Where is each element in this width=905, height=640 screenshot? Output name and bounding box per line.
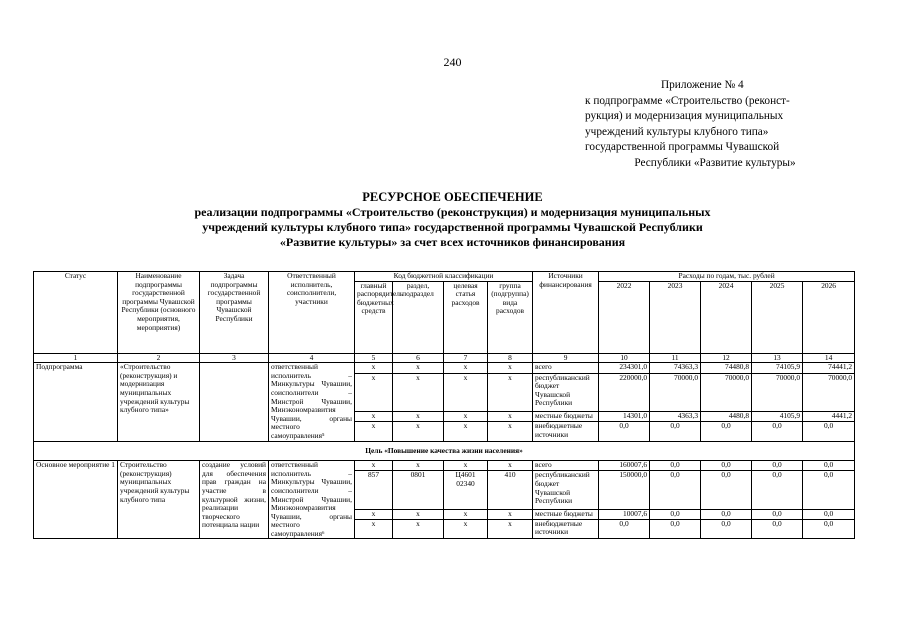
value-2024: 0,0: [701, 519, 752, 539]
code-group: 410: [488, 471, 533, 509]
header-year-2024: 2024: [701, 281, 752, 353]
code-target: x: [444, 411, 488, 421]
appendix-line-4: учреждений культуры клубного типа»: [585, 125, 769, 138]
code-target: x: [444, 461, 488, 471]
header-group: группа (подгруппа) вида расходов: [488, 281, 533, 353]
value-2023: 0,0: [650, 471, 701, 509]
code-manager: x: [355, 519, 393, 539]
block2-responsible: ответственный исполнитель – Минкультуры Чувашии, соисполнители – Минстрой Чувашии, Минэкономразвития Чувашии, органы местного самоуправления⁶: [269, 461, 355, 539]
document-title: [0, 190, 905, 250]
value-2025: 70000,0: [752, 373, 803, 411]
value-2024: 0,0: [701, 509, 752, 519]
table-row: [34, 461, 855, 471]
code-group: x: [488, 509, 533, 519]
value-2024: 0,0: [701, 421, 752, 441]
code-target: x: [444, 519, 488, 539]
value-2023: 4363,3: [650, 411, 701, 421]
header-manager: главный распорядитель бюджетных средств: [355, 281, 393, 353]
code-group: x: [488, 373, 533, 411]
header-target: целевая статья расходов: [444, 281, 488, 353]
col-number: 10: [599, 353, 650, 363]
header-responsible: Ответственный исполнитель, соисполнители, участники: [269, 272, 355, 354]
value-2026: 0,0: [803, 471, 855, 509]
code-target: x: [444, 509, 488, 519]
block2-status: Основное мероприятие 1: [34, 461, 118, 539]
code-group: x: [488, 363, 533, 373]
col-number: 11: [650, 353, 701, 363]
code-group: x: [488, 461, 533, 471]
code-section: x: [393, 373, 444, 411]
value-2026: 0,0: [803, 461, 855, 471]
header-sources: Источники финансирования: [533, 272, 599, 354]
code-section: x: [393, 421, 444, 441]
code-manager: x: [355, 373, 393, 411]
value-2024: 4480,8: [701, 411, 752, 421]
code-section: 0801: [393, 471, 444, 509]
code-manager: 857: [355, 471, 393, 509]
code-section: x: [393, 461, 444, 471]
value-2025: 0,0: [752, 509, 803, 519]
col-number: 2: [118, 353, 200, 363]
source-label: местные бюджеты: [533, 509, 599, 519]
block1-responsible: ответственный исполнитель – Минкультуры Чувашии, соисполнители – Минстрой Чувашии, Минэкономразвития Чувашии, органы местного самоуправления⁵: [269, 363, 355, 441]
code-target: x: [444, 363, 488, 373]
value-2025: 0,0: [752, 461, 803, 471]
value-2023: 70000,0: [650, 373, 701, 411]
header-budget-code: Код бюджетной классификации: [355, 272, 533, 282]
value-2024: 0,0: [701, 471, 752, 509]
page-number: 240: [443, 55, 462, 69]
header-year-2025: 2025: [752, 281, 803, 353]
col-number: 3: [200, 353, 269, 363]
source-label: всего: [533, 363, 599, 373]
title-line-1: РЕСУРСНОЕ ОБЕСПЕЧЕНИЕ: [362, 190, 543, 204]
code-target: x: [444, 373, 488, 411]
value-2025: 4105,9: [752, 411, 803, 421]
col-number: 13: [752, 353, 803, 363]
block1-name: «Строительство (реконструкция) и модернизация муниципальных учреждений культуры клубного типа»: [118, 363, 200, 441]
code-manager: x: [355, 411, 393, 421]
value-2022: 150000,0: [599, 471, 650, 509]
header-status: Статус: [34, 272, 118, 354]
header-year-2022: 2022: [599, 281, 650, 353]
value-2024: 0,0: [701, 461, 752, 471]
appendix-line-1: Приложение № 4: [661, 79, 744, 91]
value-2022: 14301,0: [599, 411, 650, 421]
code-group: x: [488, 421, 533, 441]
block2-task: создание условий для обеспечения прав граждан на участие в культурной жизни, реализации творческого потенциала нации: [200, 461, 269, 539]
code-target: Ц4601 02340: [444, 471, 488, 509]
appendix-line-5: государственной программы Чувашской: [585, 141, 780, 153]
code-group: x: [488, 411, 533, 421]
value-2022: 234301,0: [599, 363, 650, 373]
value-2023: 0,0: [650, 421, 701, 441]
value-2022: 160007,6: [599, 461, 650, 471]
source-label: местные бюджеты: [533, 411, 599, 421]
value-2022: 0,0: [599, 421, 650, 441]
code-section: x: [393, 411, 444, 421]
value-2023: 0,0: [650, 509, 701, 519]
value-2025: 0,0: [752, 471, 803, 509]
block2-name: Строительство (реконструкция) муниципальных учреждений культуры клубного типа: [118, 461, 200, 539]
value-2023: 0,0: [650, 519, 701, 539]
value-2025: 74105,9: [752, 363, 803, 373]
source-label: республиканский бюджет Чувашской Республики: [533, 471, 599, 509]
header-row-1: [34, 272, 855, 282]
code-section: x: [393, 519, 444, 539]
header-section: раздел, подраздел: [393, 281, 444, 353]
value-2026: 74441,2: [803, 363, 855, 373]
header-task: Задача подпрограммы государственной программы Чувашской Республики: [200, 272, 269, 354]
value-2026: 0,0: [803, 421, 855, 441]
header-name: Наименование подпрограммы государственной программы Чувашской Республики (основного мероприятия, мероприятия): [118, 272, 200, 354]
value-2025: 0,0: [752, 519, 803, 539]
block1-task: [200, 363, 269, 441]
source-label: внебюджетные источники: [533, 421, 599, 441]
block1-status: Подпрограмма: [34, 363, 118, 441]
value-2022: 220000,0: [599, 373, 650, 411]
value-2022: 0,0: [599, 519, 650, 539]
appendix-line-2: к подпрограмме «Строительство (реконст-: [585, 94, 790, 107]
code-section: x: [393, 509, 444, 519]
code-target: x: [444, 421, 488, 441]
goal-row: [34, 441, 855, 461]
col-number: 5: [355, 353, 393, 363]
header-expenses: Расходы по годам, тыс. рублей: [599, 272, 855, 282]
col-number: 4: [269, 353, 355, 363]
code-manager: x: [355, 509, 393, 519]
header-year-2023: 2023: [650, 281, 701, 353]
source-label: республиканский бюджет Чувашской Республики: [533, 373, 599, 411]
value-2023: 74363,3: [650, 363, 701, 373]
code-manager: x: [355, 461, 393, 471]
resource-table: [33, 271, 855, 539]
value-2026: 4441,2: [803, 411, 855, 421]
code-section: x: [393, 363, 444, 373]
value-2024: 74480,8: [701, 363, 752, 373]
col-number: 6: [393, 353, 444, 363]
title-line-4: «Развитие культуры» за счет всех источников финансирования: [279, 235, 626, 249]
title-line-2: реализации подпрограммы «Строительство (реконструкция) и модернизация муниципальных: [194, 205, 711, 219]
col-number: 9: [533, 353, 599, 363]
appendix-line-3: рукция) и модернизация муниципальных: [585, 110, 784, 122]
col-number: 7: [444, 353, 488, 363]
source-label: внебюджетные источники: [533, 519, 599, 539]
code-manager: x: [355, 363, 393, 373]
goal-text: Цель «Повышение качества жизни населения»: [34, 441, 855, 461]
appendix-line-6: Республики «Развитие культуры»: [634, 156, 796, 169]
value-2026: 0,0: [803, 519, 855, 539]
value-2023: 0,0: [650, 461, 701, 471]
code-group: x: [488, 519, 533, 539]
value-2022: 10007,6: [599, 509, 650, 519]
code-manager: x: [355, 421, 393, 441]
value-2026: 70000,0: [803, 373, 855, 411]
header-year-2026: 2026: [803, 281, 855, 353]
col-number: 14: [803, 353, 855, 363]
value-2024: 70000,0: [701, 373, 752, 411]
appendix-header: [585, 78, 845, 171]
col-number: 1: [34, 353, 118, 363]
table-row: [34, 363, 855, 373]
source-label: всего: [533, 461, 599, 471]
col-number: 12: [701, 353, 752, 363]
value-2026: 0,0: [803, 509, 855, 519]
title-line-3: учреждений культуры клубного типа» государственной программы Чувашской Республики: [202, 220, 703, 234]
col-number: 8: [488, 353, 533, 363]
value-2025: 0,0: [752, 421, 803, 441]
